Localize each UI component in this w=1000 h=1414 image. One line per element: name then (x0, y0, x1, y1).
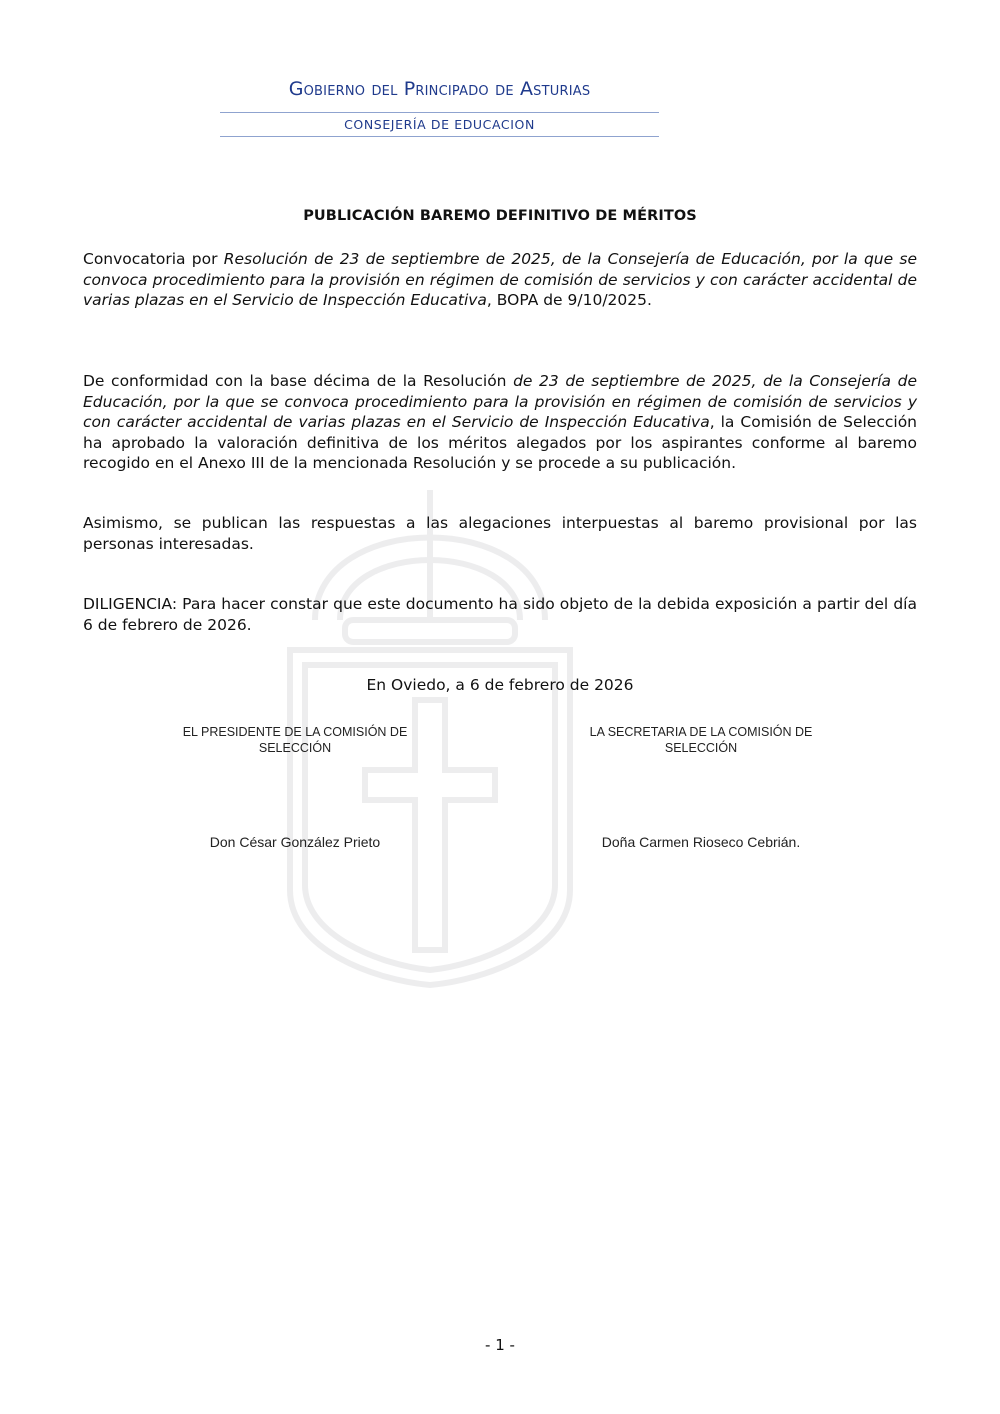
p1-text: Convocatoria por (83, 250, 224, 268)
paragraph-alegaciones: Asimismo, se publican las respuestas a las alegaciones interpuestas al baremo provisional por las personas interesadas. (83, 514, 917, 553)
p2-italic-text: de 23 de septiembre de 2025, de la Consejería de Educación, por la que se convoca procedimiento para la provisión en régimen de comisión de servicios y con carácter accidental de varias plazas en el Servicio de Inspección Educativa (83, 372, 917, 431)
p2-tail-text: , la Comisión de Selección ha aprobado la valoración definitiva de los méritos alegados por los aspirantes conforme al baremo recogido en el Anexo III de la mencionada Resolución y se procede a su publicación. (83, 413, 918, 472)
signature-role-president: EL PRESIDENTE DE LA COMISIÓN DE SELECCIÓN (182, 725, 408, 755)
signature-role-secretary: LA SECRETARIA DE LA COMISIÓN DE SELECCIÓN (589, 725, 813, 755)
paragraph-conformidad (83, 371, 917, 474)
page-number: - 1 - (485, 1336, 515, 1354)
header-rule-top (220, 112, 659, 113)
paragraph-convocatoria (83, 249, 917, 311)
document-title: PUBLICACIÓN BAREMO DEFINITIVO DE MÉRITOS (303, 208, 697, 224)
signature-name-secretary: Doña Carmen Rioseco Cebrián. (601, 834, 801, 850)
place-date: En Oviedo, a 6 de febrero de 2026 (366, 676, 634, 694)
letterhead (220, 78, 659, 137)
signature-name-president: Don César González Prieto (209, 834, 381, 850)
header-rule-bottom (220, 136, 659, 137)
government-title: Gobierno del Principado de Asturias (288, 78, 591, 100)
p1-italic-text: Resolución de 23 de septiembre de 2025, de la Consejería de Educación, por la que se convoca procedimiento para la provisión en régimen de comisión de servicios y con carácter accidental de varias plazas en el Servicio de Inspección Educativa (83, 250, 918, 309)
paragraph-diligencia: DILIGENCIA: Para hacer constar que este documento ha sido objeto de la debida exposición a partir del día 6 de febrero de 2026. (83, 595, 917, 634)
p1-tail-text: , BOPA de 9/10/2025. (486, 291, 652, 309)
department-name: CONSEJERÍA DE EDUCACION (344, 117, 535, 132)
p2-text: De conformidad con la base décima de la Resolución (83, 372, 514, 390)
